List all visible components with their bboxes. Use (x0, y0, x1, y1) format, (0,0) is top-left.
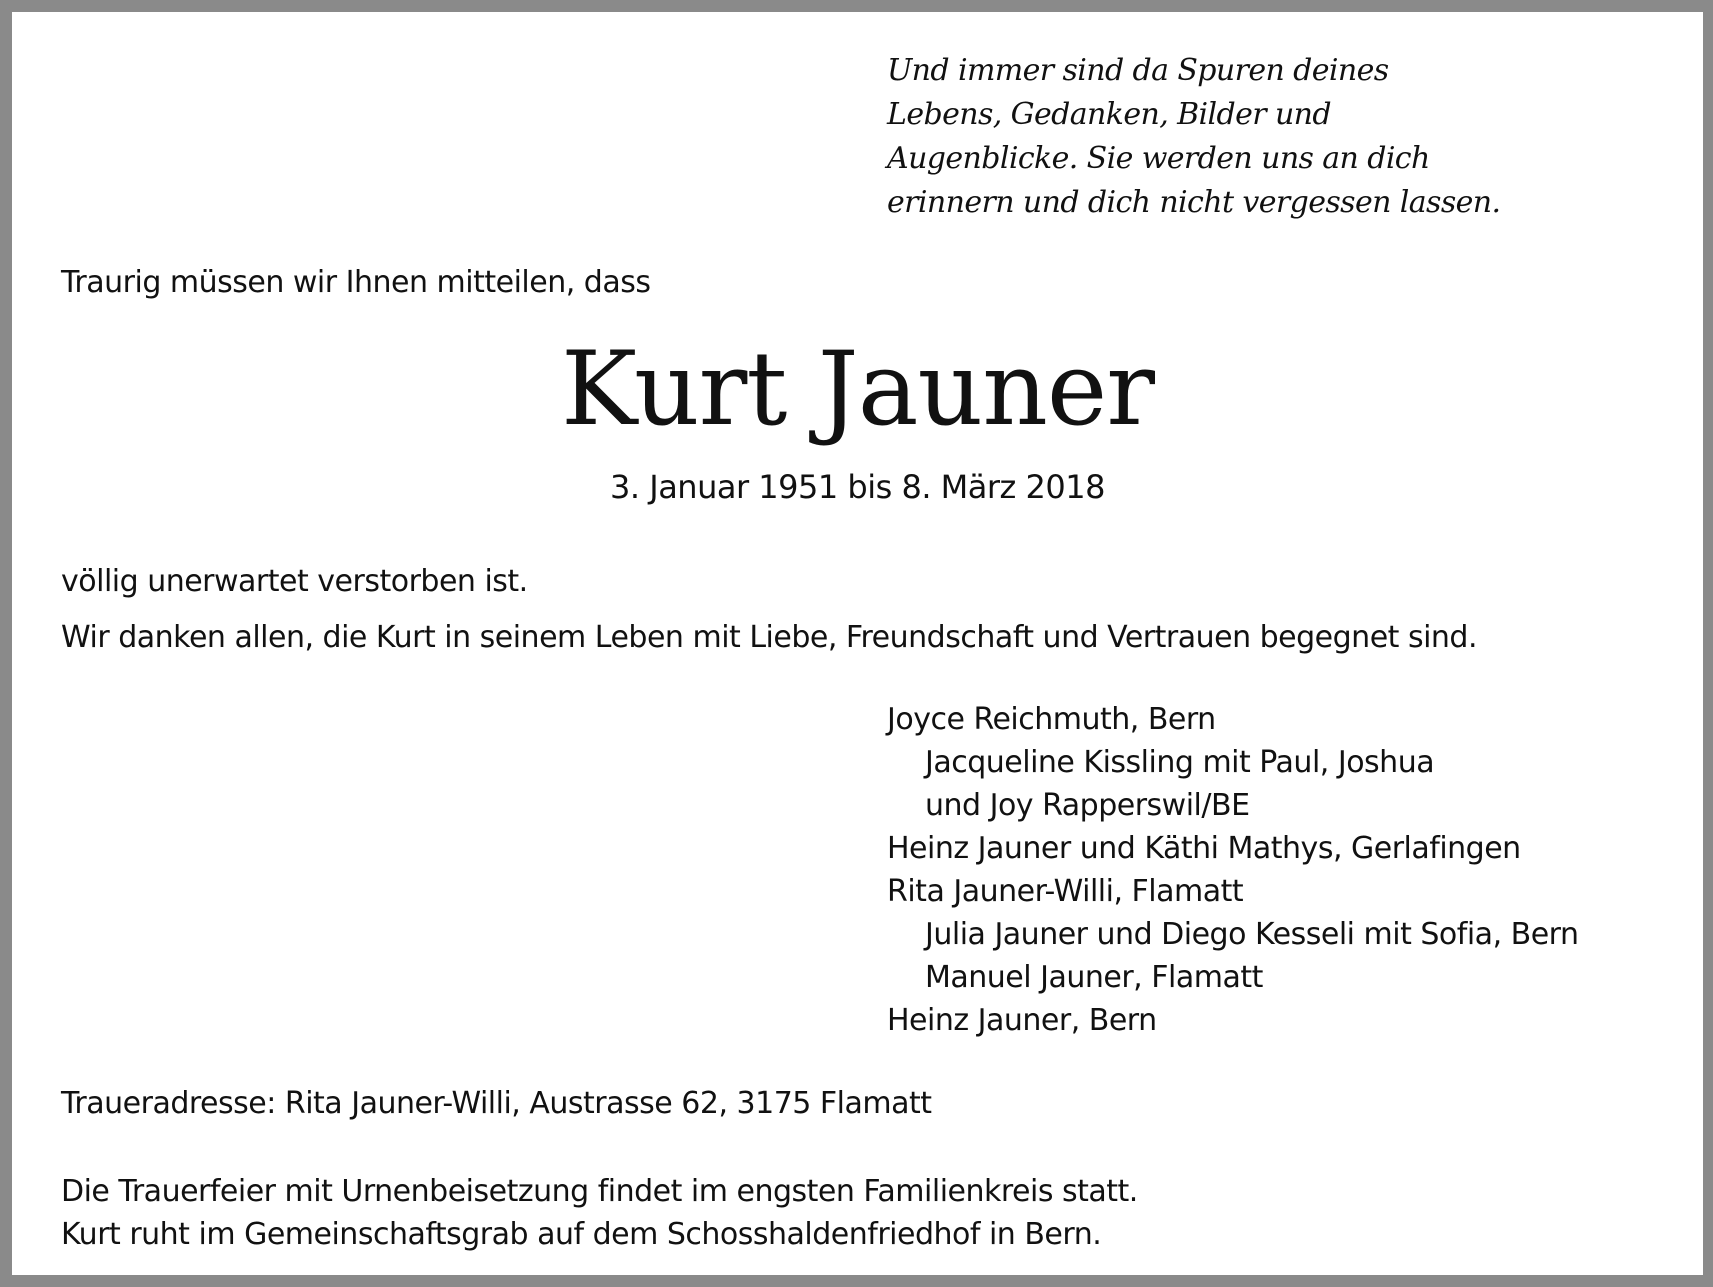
poem-line: Und immer sind da Spuren deines (887, 53, 1389, 88)
mourner-entry: Heinz Jauner und Käthi Mathys, Gerlafingen (887, 831, 1521, 866)
ceremony-info: Die Trauerfeier mit Urnenbeisetzung findet im engsten Familienkreis statt. (61, 1174, 1138, 1209)
mourners-list (887, 698, 1579, 1042)
mourner-entry: und Joy Rapperswil/BE (925, 788, 1250, 823)
mourning-address: Traueradresse: Rita Jauner-Willi, Austrasse 62, 3175 Flamatt (61, 1086, 932, 1121)
mourner-entry: Rita Jauner-Willi, Flamatt (887, 874, 1244, 909)
life-dates: 3. Januar 1951 bis 8. März 2018 (610, 468, 1105, 506)
intro-text: Traurig müssen wir Ihnen mitteilen, dass (61, 265, 651, 300)
mourner-entry: Joyce Reichmuth, Bern (887, 702, 1216, 737)
mourner-entry: Heinz Jauner, Bern (887, 1003, 1157, 1038)
burial-info: Kurt ruht im Gemeinschaftsgrab auf dem Schosshaldenfriedhof in Bern. (61, 1217, 1102, 1252)
death-statement: völlig unerwartet verstorben ist. (61, 564, 528, 599)
poem-line: erinnern und dich nicht vergessen lassen. (887, 185, 1501, 220)
poem-line: Augenblicke. Sie werden uns an dich (887, 141, 1430, 176)
thanks-statement: Wir danken allen, die Kurt in seinem Leben mit Liebe, Freundschaft und Vertrauen begegnet sind. (61, 620, 1478, 655)
memorial-poem (887, 49, 1500, 225)
deceased-name: Kurt Jauner (560, 330, 1155, 449)
obituary-notice (12, 12, 1703, 1275)
mourner-entry: Jacqueline Kissling mit Paul, Joshua (925, 745, 1435, 780)
mourner-entry: Manuel Jauner, Flamatt (925, 960, 1263, 995)
poem-line: Lebens, Gedanken, Bilder und (887, 97, 1331, 132)
mourner-entry: Julia Jauner und Diego Kesseli mit Sofia, Bern (925, 917, 1579, 952)
